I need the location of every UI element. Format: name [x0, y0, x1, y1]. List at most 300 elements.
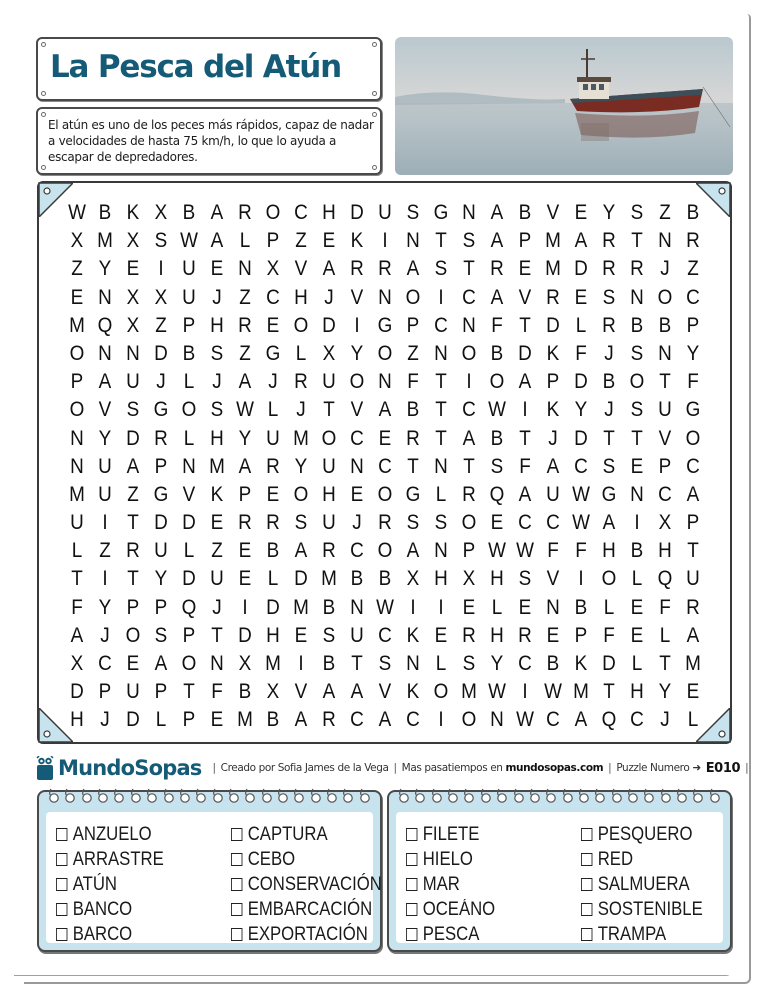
- grid-cell[interactable]: C: [350, 539, 364, 563]
- grid-cell[interactable]: E: [266, 482, 280, 506]
- grid-cell[interactable]: S: [630, 341, 644, 365]
- grid-cell[interactable]: L: [631, 567, 643, 591]
- grid-cell[interactable]: S: [294, 511, 308, 535]
- grid-cell[interactable]: X: [154, 285, 168, 309]
- grid-cell[interactable]: D: [266, 595, 280, 619]
- grid-cell[interactable]: D: [126, 426, 140, 450]
- grid-cell[interactable]: P: [686, 511, 700, 535]
- grid-cell[interactable]: Y: [350, 341, 364, 365]
- grid-cell[interactable]: M: [461, 680, 477, 704]
- grid-cell[interactable]: X: [70, 652, 84, 675]
- grid-cell[interactable]: F: [575, 341, 587, 365]
- grid-cell[interactable]: G: [685, 398, 701, 422]
- checkbox[interactable]: [56, 878, 67, 891]
- grid-cell[interactable]: H: [630, 680, 644, 704]
- grid-cell[interactable]: R: [238, 201, 252, 224]
- checkbox[interactable]: [406, 928, 417, 941]
- grid-cell[interactable]: E: [126, 257, 140, 281]
- grid-cell[interactable]: L: [491, 595, 503, 619]
- grid-cell[interactable]: F: [407, 370, 419, 394]
- grid-cell[interactable]: J: [296, 398, 306, 422]
- grid-cell[interactable]: E: [210, 257, 224, 281]
- grid-cell[interactable]: O: [433, 680, 449, 704]
- grid-cell[interactable]: W: [180, 229, 198, 253]
- grid-cell[interactable]: E: [294, 623, 308, 647]
- grid-cell[interactable]: Y: [98, 257, 112, 281]
- grid-cell[interactable]: D: [574, 257, 588, 281]
- grid-cell[interactable]: L: [631, 652, 643, 675]
- grid-cell[interactable]: T: [463, 257, 475, 281]
- word-list-item[interactable]: [231, 922, 382, 947]
- grid-cell[interactable]: M: [321, 567, 337, 591]
- checkbox[interactable]: [56, 903, 67, 916]
- grid-cell[interactable]: J: [268, 370, 278, 394]
- grid-cell[interactable]: P: [182, 708, 196, 732]
- grid-cell[interactable]: N: [126, 341, 140, 365]
- grid-cell[interactable]: O: [629, 370, 645, 394]
- grid-cell[interactable]: J: [548, 426, 558, 450]
- grid-cell[interactable]: S: [602, 454, 616, 478]
- grid-cell[interactable]: J: [212, 595, 222, 619]
- grid-cell[interactable]: R: [546, 285, 560, 309]
- grid-cell[interactable]: H: [322, 482, 336, 506]
- grid-cell[interactable]: D: [182, 567, 196, 591]
- grid-cell[interactable]: O: [69, 398, 85, 422]
- grid-cell[interactable]: Q: [489, 482, 505, 506]
- grid-cell[interactable]: J: [212, 285, 222, 309]
- grid-cell[interactable]: K: [574, 652, 588, 675]
- grid-cell[interactable]: A: [126, 454, 140, 478]
- grid-cell[interactable]: E: [462, 595, 476, 619]
- grid-cell[interactable]: X: [322, 341, 336, 365]
- grid-cell[interactable]: L: [603, 595, 615, 619]
- grid-cell[interactable]: U: [322, 454, 336, 478]
- grid-cell[interactable]: R: [266, 511, 280, 535]
- grid-cell[interactable]: I: [466, 370, 472, 394]
- grid-cell[interactable]: D: [518, 341, 532, 365]
- grid-cell[interactable]: L: [295, 341, 307, 365]
- grid-cell[interactable]: C: [378, 454, 392, 478]
- grid-cell[interactable]: S: [462, 652, 476, 675]
- grid-cell[interactable]: T: [687, 539, 699, 563]
- grid-cell[interactable]: N: [378, 285, 392, 309]
- grid-cell[interactable]: A: [322, 680, 336, 704]
- grid-cell[interactable]: T: [603, 426, 615, 450]
- word-list-item[interactable]: [581, 897, 703, 922]
- grid-cell[interactable]: N: [630, 285, 644, 309]
- grid-cell[interactable]: I: [522, 398, 528, 422]
- grid-cell[interactable]: E: [630, 595, 644, 619]
- grid-cell[interactable]: N: [462, 201, 476, 224]
- grid-cell[interactable]: M: [573, 680, 589, 704]
- grid-cell[interactable]: Y: [658, 680, 672, 704]
- grid-cell[interactable]: C: [574, 454, 588, 478]
- grid-cell[interactable]: C: [518, 652, 532, 675]
- grid-cell[interactable]: R: [462, 623, 476, 647]
- grid-cell[interactable]: U: [378, 201, 392, 224]
- grid-cell[interactable]: Z: [71, 257, 83, 281]
- grid-cell[interactable]: A: [518, 482, 532, 506]
- grid-cell[interactable]: D: [294, 567, 308, 591]
- checkbox[interactable]: [231, 928, 242, 941]
- grid-cell[interactable]: C: [462, 285, 476, 309]
- grid-cell[interactable]: Y: [686, 341, 700, 365]
- grid-cell[interactable]: N: [350, 595, 364, 619]
- grid-cell[interactable]: S: [434, 257, 448, 281]
- grid-cell[interactable]: A: [546, 454, 560, 478]
- grid-cell[interactable]: A: [518, 370, 532, 394]
- grid-cell[interactable]: J: [100, 708, 110, 732]
- grid-cell[interactable]: I: [410, 595, 416, 619]
- grid-cell[interactable]: U: [154, 539, 168, 563]
- grid-cell[interactable]: Z: [295, 229, 307, 253]
- grid-cell[interactable]: B: [406, 398, 420, 422]
- grid-cell[interactable]: U: [98, 482, 112, 506]
- grid-cell[interactable]: N: [350, 454, 364, 478]
- grid-cell[interactable]: B: [182, 341, 196, 365]
- grid-cell[interactable]: T: [351, 652, 363, 675]
- checkbox[interactable]: [406, 853, 417, 866]
- grid-cell[interactable]: E: [518, 595, 532, 619]
- grid-cell[interactable]: R: [238, 313, 252, 337]
- grid-cell[interactable]: N: [434, 341, 448, 365]
- grid-cell[interactable]: L: [155, 708, 167, 732]
- grid-cell[interactable]: T: [603, 680, 615, 704]
- grid-cell[interactable]: A: [238, 370, 252, 394]
- grid-cell[interactable]: L: [575, 313, 587, 337]
- grid-cell[interactable]: I: [102, 567, 108, 591]
- grid-cell[interactable]: S: [434, 511, 448, 535]
- grid-cell[interactable]: N: [378, 370, 392, 394]
- grid-cell[interactable]: D: [70, 680, 84, 704]
- grid-cell[interactable]: P: [406, 313, 420, 337]
- grid-cell[interactable]: S: [462, 229, 476, 253]
- grid-cell[interactable]: P: [238, 482, 252, 506]
- checkbox[interactable]: [581, 878, 592, 891]
- grid-cell[interactable]: F: [575, 539, 587, 563]
- grid-cell[interactable]: O: [293, 313, 309, 337]
- grid-cell[interactable]: J: [352, 511, 362, 535]
- grid-cell[interactable]: K: [126, 201, 140, 224]
- grid-cell[interactable]: T: [435, 426, 447, 450]
- grid-cell[interactable]: X: [126, 229, 140, 253]
- grid-cell[interactable]: O: [461, 708, 477, 732]
- grid-cell[interactable]: C: [518, 511, 532, 535]
- grid-cell[interactable]: B: [546, 652, 560, 675]
- grid-cell[interactable]: U: [686, 567, 700, 591]
- checkbox[interactable]: [406, 878, 417, 891]
- grid-cell[interactable]: T: [435, 398, 447, 422]
- grid-cell[interactable]: A: [350, 680, 364, 704]
- grid-cell[interactable]: B: [602, 370, 616, 394]
- grid-cell[interactable]: I: [382, 229, 388, 253]
- grid-cell[interactable]: V: [294, 257, 308, 281]
- grid-cell[interactable]: U: [266, 426, 280, 450]
- grid-cell[interactable]: X: [658, 511, 672, 535]
- grid-cell[interactable]: O: [265, 201, 281, 224]
- grid-cell[interactable]: O: [69, 341, 85, 365]
- word-list-item[interactable]: [56, 897, 210, 922]
- grid-cell[interactable]: W: [544, 680, 562, 704]
- grid-cell[interactable]: N: [70, 426, 84, 450]
- grid-cell[interactable]: C: [686, 454, 700, 478]
- grid-cell[interactable]: W: [376, 595, 394, 619]
- grid-cell[interactable]: E: [518, 257, 532, 281]
- grid-cell[interactable]: T: [631, 229, 643, 253]
- grid-cell[interactable]: R: [294, 370, 308, 394]
- grid-cell[interactable]: R: [322, 708, 336, 732]
- word-list-item[interactable]: [581, 822, 703, 847]
- grid-cell[interactable]: X: [406, 567, 420, 591]
- grid-cell[interactable]: B: [686, 201, 700, 224]
- grid-cell[interactable]: Z: [99, 539, 111, 563]
- grid-cell[interactable]: R: [518, 623, 532, 647]
- grid-cell[interactable]: K: [546, 398, 560, 422]
- grid-cell[interactable]: T: [211, 623, 223, 647]
- grid-cell[interactable]: M: [237, 708, 253, 732]
- grid-cell[interactable]: P: [126, 595, 140, 619]
- grid-cell[interactable]: I: [298, 652, 304, 675]
- grid-cell[interactable]: F: [211, 680, 223, 704]
- word-list-item[interactable]: [231, 847, 382, 872]
- word-list-item[interactable]: [231, 897, 382, 922]
- grid-cell[interactable]: A: [490, 229, 504, 253]
- grid-cell[interactable]: D: [350, 201, 364, 224]
- grid-cell[interactable]: L: [659, 623, 671, 647]
- grid-cell[interactable]: N: [490, 708, 504, 732]
- grid-cell[interactable]: T: [71, 567, 83, 591]
- grid-cell[interactable]: D: [238, 623, 252, 647]
- grid-cell[interactable]: E: [238, 567, 252, 591]
- grid-cell[interactable]: L: [71, 539, 83, 563]
- checkbox[interactable]: [581, 928, 592, 941]
- grid-cell[interactable]: S: [126, 398, 140, 422]
- grid-cell[interactable]: T: [659, 652, 671, 675]
- grid-cell[interactable]: M: [265, 652, 281, 675]
- word-list-item[interactable]: [406, 872, 560, 897]
- checkbox[interactable]: [56, 828, 67, 841]
- grid-cell[interactable]: B: [630, 313, 644, 337]
- grid-cell[interactable]: N: [98, 285, 112, 309]
- grid-cell[interactable]: M: [293, 595, 309, 619]
- grid-cell[interactable]: N: [98, 341, 112, 365]
- grid-cell[interactable]: M: [293, 426, 309, 450]
- grid-cell[interactable]: O: [321, 426, 337, 450]
- grid-cell[interactable]: K: [210, 482, 224, 506]
- word-list-item[interactable]: [406, 897, 560, 922]
- grid-cell[interactable]: A: [70, 623, 84, 647]
- grid-cell[interactable]: C: [406, 708, 420, 732]
- grid-cell[interactable]: A: [98, 370, 112, 394]
- grid-cell[interactable]: E: [378, 426, 392, 450]
- grid-cell[interactable]: N: [434, 454, 448, 478]
- grid-cell[interactable]: J: [660, 257, 670, 281]
- grid-cell[interactable]: D: [154, 511, 168, 535]
- grid-cell[interactable]: Z: [659, 201, 671, 224]
- grid-cell[interactable]: Y: [154, 567, 168, 591]
- grid-cell[interactable]: O: [377, 341, 393, 365]
- grid-cell[interactable]: C: [546, 511, 560, 535]
- grid-cell[interactable]: S: [154, 623, 168, 647]
- grid-cell[interactable]: Z: [687, 257, 699, 281]
- grid-cell[interactable]: V: [294, 680, 308, 704]
- grid-cell[interactable]: S: [490, 454, 504, 478]
- checkbox[interactable]: [56, 928, 67, 941]
- grid-cell[interactable]: C: [294, 201, 308, 224]
- checkbox[interactable]: [231, 903, 242, 916]
- grid-cell[interactable]: S: [210, 398, 224, 422]
- grid-cell[interactable]: F: [519, 454, 531, 478]
- grid-cell[interactable]: M: [545, 257, 561, 281]
- grid-cell[interactable]: E: [266, 313, 280, 337]
- grid-cell[interactable]: V: [182, 482, 196, 506]
- grid-cell[interactable]: G: [153, 482, 169, 506]
- grid-cell[interactable]: O: [601, 567, 617, 591]
- grid-cell[interactable]: B: [490, 341, 504, 365]
- grid-cell[interactable]: Z: [239, 285, 251, 309]
- grid-cell[interactable]: M: [69, 313, 85, 337]
- grid-cell[interactable]: R: [322, 539, 336, 563]
- grid-cell[interactable]: S: [518, 567, 532, 591]
- grid-cell[interactable]: E: [434, 623, 448, 647]
- grid-cell[interactable]: X: [266, 257, 280, 281]
- grid-cell[interactable]: E: [630, 454, 644, 478]
- grid-cell[interactable]: X: [126, 313, 140, 337]
- grid-cell[interactable]: L: [267, 567, 279, 591]
- grid-cell[interactable]: T: [519, 426, 531, 450]
- word-list-item[interactable]: [56, 922, 210, 947]
- grid-cell[interactable]: O: [461, 511, 477, 535]
- grid-cell[interactable]: O: [377, 482, 393, 506]
- grid-cell[interactable]: P: [182, 623, 196, 647]
- grid-cell[interactable]: C: [266, 285, 280, 309]
- grid-cell[interactable]: B: [350, 567, 364, 591]
- grid-cell[interactable]: W: [572, 511, 590, 535]
- grid-cell[interactable]: P: [462, 539, 476, 563]
- grid-cell[interactable]: B: [574, 595, 588, 619]
- grid-cell[interactable]: D: [154, 341, 168, 365]
- grid-cell[interactable]: P: [154, 595, 168, 619]
- grid-cell[interactable]: F: [547, 539, 559, 563]
- grid-cell[interactable]: R: [350, 257, 364, 281]
- grid-cell[interactable]: H: [602, 539, 616, 563]
- grid-cell[interactable]: L: [687, 708, 699, 732]
- grid-cell[interactable]: C: [630, 708, 644, 732]
- grid-cell[interactable]: M: [545, 229, 561, 253]
- grid-cell[interactable]: A: [406, 539, 420, 563]
- grid-cell[interactable]: O: [349, 370, 365, 394]
- grid-cell[interactable]: P: [574, 623, 588, 647]
- grid-cell[interactable]: D: [546, 313, 560, 337]
- grid-cell[interactable]: N: [546, 595, 560, 619]
- checkbox[interactable]: [581, 828, 592, 841]
- grid-cell[interactable]: A: [378, 708, 392, 732]
- grid-cell[interactable]: I: [634, 511, 640, 535]
- grid-cell[interactable]: I: [522, 680, 528, 704]
- grid-cell[interactable]: X: [462, 567, 476, 591]
- grid-cell[interactable]: U: [322, 511, 336, 535]
- grid-cell[interactable]: Z: [211, 539, 223, 563]
- grid-cell[interactable]: R: [126, 539, 140, 563]
- grid-cell[interactable]: R: [378, 511, 392, 535]
- grid-cell[interactable]: I: [242, 595, 248, 619]
- grid-cell[interactable]: A: [238, 454, 252, 478]
- grid-cell[interactable]: R: [490, 257, 504, 281]
- grid-cell[interactable]: I: [438, 285, 444, 309]
- checkbox[interactable]: [406, 903, 417, 916]
- grid-cell[interactable]: O: [489, 370, 505, 394]
- letter-grid[interactable]: [63, 199, 707, 735]
- grid-cell[interactable]: U: [322, 370, 336, 394]
- grid-cell[interactable]: A: [462, 426, 476, 450]
- grid-cell[interactable]: S: [602, 285, 616, 309]
- grid-cell[interactable]: N: [434, 539, 448, 563]
- grid-cell[interactable]: G: [405, 482, 421, 506]
- grid-cell[interactable]: I: [438, 595, 444, 619]
- grid-cell[interactable]: A: [490, 285, 504, 309]
- grid-cell[interactable]: R: [686, 595, 700, 619]
- grid-cell[interactable]: H: [658, 539, 672, 563]
- grid-cell[interactable]: H: [490, 567, 504, 591]
- grid-cell[interactable]: E: [630, 623, 644, 647]
- grid-cell[interactable]: B: [322, 652, 336, 675]
- grid-cell[interactable]: C: [686, 285, 700, 309]
- grid-cell[interactable]: L: [435, 482, 447, 506]
- grid-cell[interactable]: I: [354, 313, 360, 337]
- grid-cell[interactable]: G: [265, 341, 281, 365]
- grid-cell[interactable]: U: [658, 398, 672, 422]
- grid-cell[interactable]: I: [102, 511, 108, 535]
- grid-cell[interactable]: X: [126, 285, 140, 309]
- grid-cell[interactable]: H: [294, 285, 308, 309]
- word-list-item[interactable]: [406, 922, 560, 947]
- grid-cell[interactable]: H: [266, 623, 280, 647]
- grid-cell[interactable]: O: [181, 398, 197, 422]
- grid-cell[interactable]: T: [183, 680, 195, 704]
- grid-cell[interactable]: W: [488, 539, 506, 563]
- grid-cell[interactable]: I: [438, 708, 444, 732]
- grid-cell[interactable]: N: [658, 341, 672, 365]
- grid-cell[interactable]: V: [546, 201, 560, 224]
- grid-cell[interactable]: Y: [98, 595, 112, 619]
- grid-cell[interactable]: M: [685, 652, 701, 675]
- grid-cell[interactable]: B: [182, 201, 196, 224]
- grid-cell[interactable]: M: [209, 454, 225, 478]
- grid-cell[interactable]: O: [657, 285, 673, 309]
- grid-cell[interactable]: E: [350, 482, 364, 506]
- grid-cell[interactable]: T: [435, 229, 447, 253]
- grid-cell[interactable]: S: [322, 623, 336, 647]
- grid-cell[interactable]: U: [98, 454, 112, 478]
- grid-cell[interactable]: U: [126, 680, 140, 704]
- grid-cell[interactable]: A: [154, 652, 168, 675]
- grid-cell[interactable]: P: [182, 313, 196, 337]
- grid-cell[interactable]: H: [70, 708, 84, 732]
- grid-cell[interactable]: N: [238, 257, 252, 281]
- grid-cell[interactable]: B: [518, 201, 532, 224]
- grid-cell[interactable]: C: [462, 398, 476, 422]
- grid-cell[interactable]: N: [70, 454, 84, 478]
- grid-cell[interactable]: Y: [602, 201, 616, 224]
- grid-cell[interactable]: E: [70, 285, 84, 309]
- grid-cell[interactable]: L: [183, 370, 195, 394]
- grid-cell[interactable]: B: [266, 539, 280, 563]
- grid-cell[interactable]: V: [546, 567, 560, 591]
- grid-cell[interactable]: Y: [294, 454, 308, 478]
- word-list-item[interactable]: [231, 822, 382, 847]
- grid-cell[interactable]: T: [519, 313, 531, 337]
- grid-cell[interactable]: U: [350, 623, 364, 647]
